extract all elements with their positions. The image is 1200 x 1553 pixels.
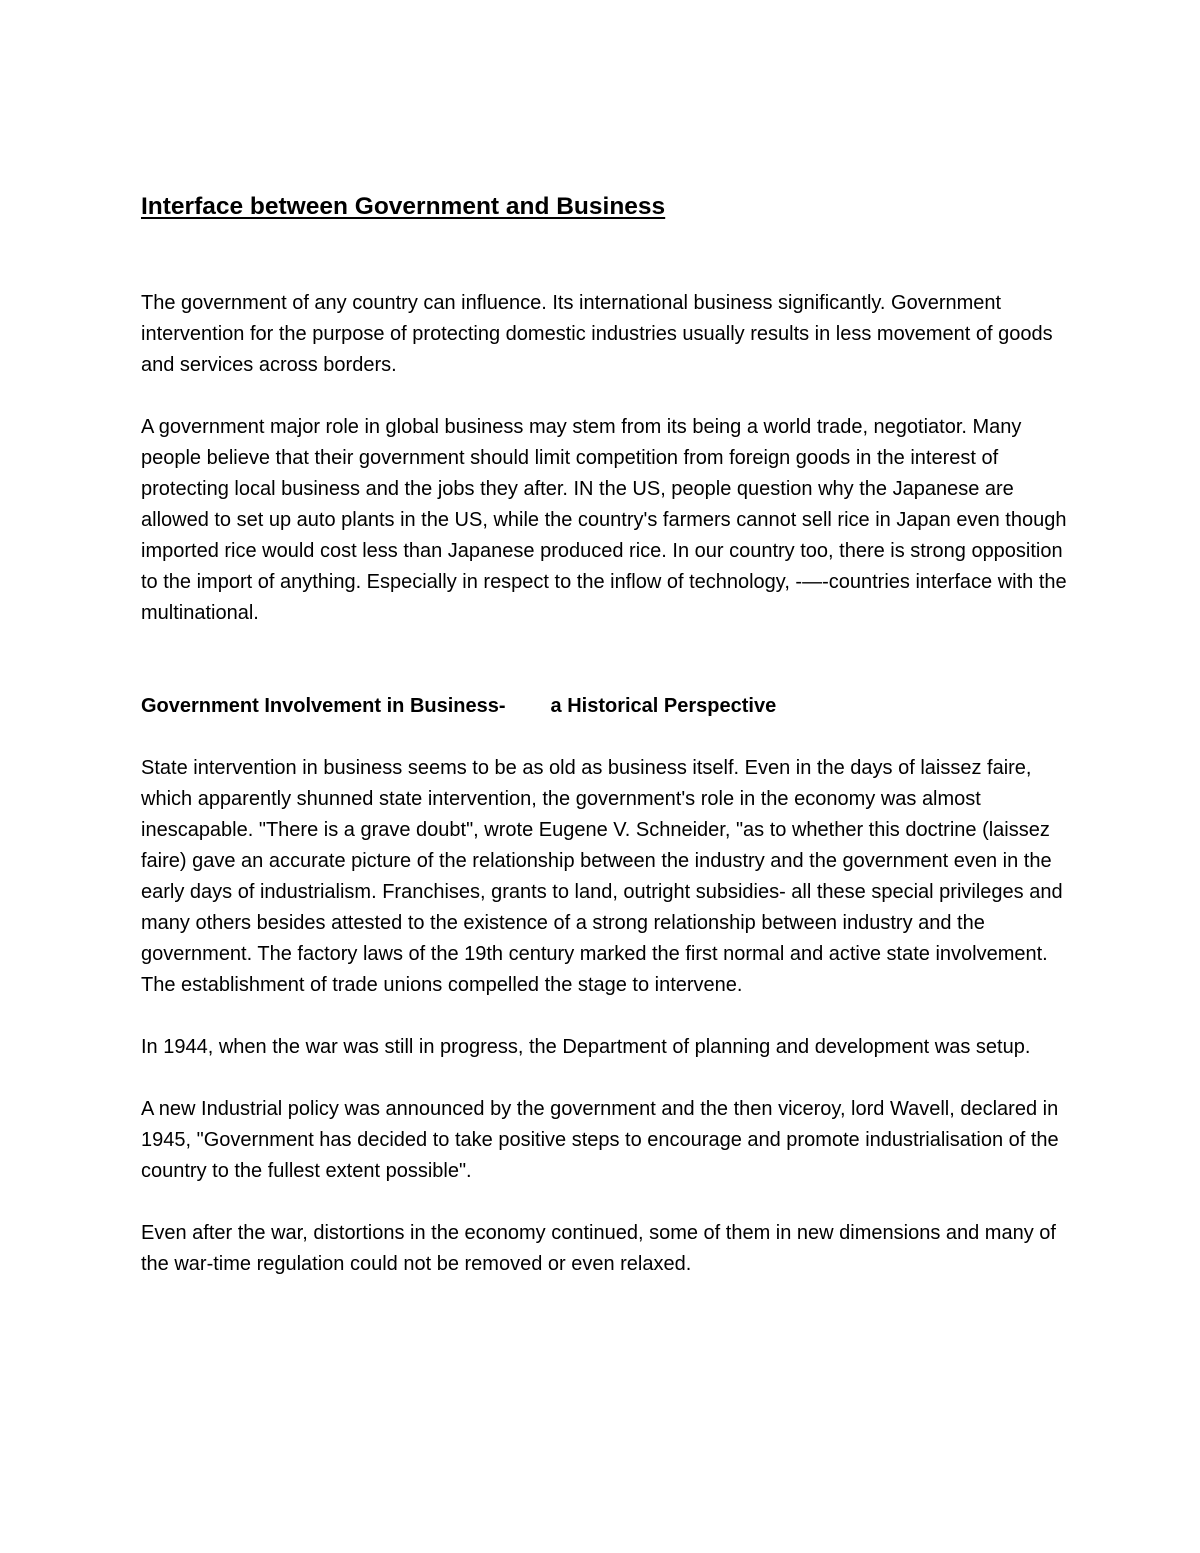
section-paragraph-1: State intervention in business seems to be as old as business itself. Even in the days of laissez faire, which apparently shunned state intervention, the government's role in the economy was almost inescapable. "There is a grave doubt", wrote Eugene V. Schneider, "as to whether this doctrine (laissez faire) gave an accurate picture of the relationship between the industry and the government even in the early days of industrialism. Franchises, grants to land, outright subsidies- all these special privileges and many others besides attested to the existence of a strong relationship between industry and the government. The factory laws of the 19th century marked the first normal and active state involvement. The establishment of trade unions compelled the stage to intervene. xyxy=(141,757,1063,996)
section-heading-part2: a Historical Perspective xyxy=(550,695,777,717)
section-heading xyxy=(141,691,1071,722)
intro-paragraph-1: The government of any country can influence. Its international business significantly. Government intervention for the purpose of protecting domestic industries usually results in less movement of goods and services across borders. xyxy=(141,292,1053,376)
intro-paragraph-2: A government major role in global business may stem from its being a world trade, negotiator. Many people believe that their government should limit competition from foreign goods in the interest of protecting local business and the jobs they after. IN the US, people question why the Japanese are allowed to set up auto plants in the US, while the country's farmers cannot sell rice in Japan even though imported rice would cost less than Japanese produced rice. In our country too, there is strong opposition to the import of anything. Especially in respect to the inflow of technology, -—-countries interface with the multinational. xyxy=(141,416,1067,624)
section-paragraph-4: Even after the war, distortions in the economy continued, some of them in new dimensions and many of the war-time regulation could not be removed or even relaxed. xyxy=(141,1222,1056,1275)
section-paragraph-2: In 1944, when the war was still in progress, the Department of planning and development was setup. xyxy=(141,1036,1031,1058)
document-title: Interface between Government and Business xyxy=(141,193,666,220)
section-paragraph-3: A new Industrial policy was announced by the government and the then viceroy, lord Wavell, declared in 1945, "Government has decided to take positive steps to encourage and promote industrialisation of the country to the fullest extent possible". xyxy=(141,1098,1059,1182)
section-heading-part1: Government Involvement in Business- xyxy=(141,695,506,717)
document-page xyxy=(141,190,1071,1280)
